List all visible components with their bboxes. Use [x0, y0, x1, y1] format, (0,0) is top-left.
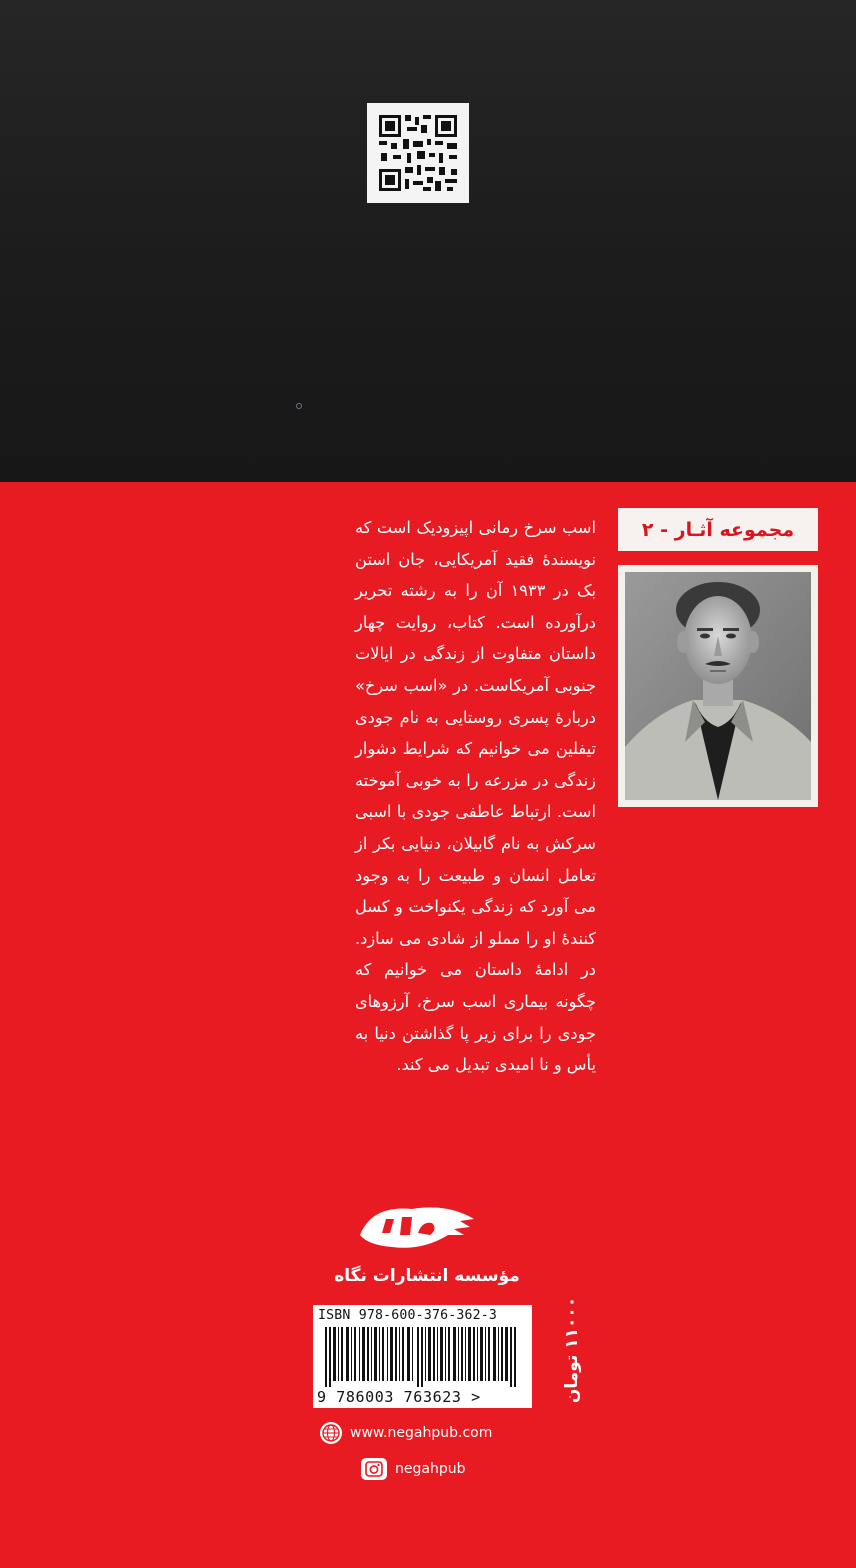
qr-code[interactable] — [367, 103, 469, 203]
barcode-digits: 9 786003 763623 > — [317, 1388, 481, 1406]
website-url[interactable]: www.negahpub.com — [350, 1425, 493, 1441]
book-description — [355, 512, 596, 1081]
description-text: اسب سرخ رمانی اپیزودیک است که نویسندهٔ فقید آمریکایی، جان استن بک در ۱۹۳۳ آن را به رشته تحریر درآورده است. کتاب، روایت چهار داستان متفاوت از زندگی در ایالات جنوبی آمریکاست. در «اسب سرخ» دربارهٔ پسری روستایی به نام جودی تیفلین می خوانیم که شرایط دشوار زندگی در مزرعه را به خوبی آموخته است. ارتباط عاطفی جودی با اسبی سرکش به نام گابیلان، دنیایی بکر از تعامل انسان و طبیعت را به وجود می آورد که زندگی یکنواخت و کسل کنندهٔ او را مملو از شادی می سازد. در ادامهٔ داستان می خوانیم که چگونه بیماری اسب سرخ، آرزوهای جودی را برای زیر پا گذاشتن دنیا به یأس و نا امیدی تبدیل می کند. — [355, 518, 596, 1075]
price-label: ۱۱۰۰۰ تومان — [562, 1296, 582, 1404]
isbn-barcode — [313, 1305, 532, 1408]
www-globe-icon — [320, 1422, 342, 1444]
instagram-handle[interactable]: negahpub — [395, 1461, 466, 1477]
series-label: مجموعه آثـار - ۲ — [618, 508, 818, 551]
dark-top-panel — [0, 0, 856, 482]
barcode-bars — [319, 1327, 527, 1387]
isbn-label: ISBN 978-600-376-362-3 — [318, 1308, 498, 1323]
instagram-icon — [361, 1458, 387, 1480]
publisher-name: مؤسسه انتشارات نگاه — [334, 1266, 520, 1286]
instagram-row[interactable] — [361, 1457, 465, 1481]
small-dot — [296, 403, 302, 409]
negah-publisher-logo — [352, 1195, 482, 1255]
website-row[interactable] — [320, 1421, 492, 1445]
author-photo — [618, 565, 818, 807]
